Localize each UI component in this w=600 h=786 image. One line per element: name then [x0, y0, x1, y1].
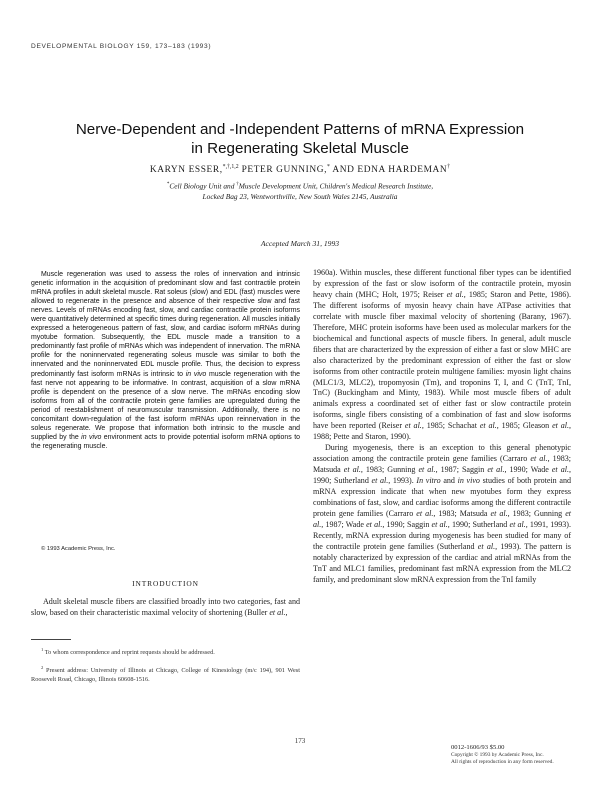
- footnote-1: [31, 646, 300, 658]
- title-line-1: Nerve-Dependent and -Independent Patterns of mRNA Expression: [75, 121, 525, 138]
- p2-text-8: and: [440, 476, 458, 486]
- p2-italic-7: In vitro: [416, 476, 441, 486]
- p2-italic-10: et al.: [490, 508, 508, 518]
- p2-text-5: , 1990; Wade: [504, 465, 552, 475]
- p2-text-6: , 1990; Sutherland: [313, 465, 571, 486]
- p2-italic-6: et al.: [371, 476, 389, 486]
- intro-text-2: ,: [285, 608, 288, 618]
- affiliation-mark-1: *: [166, 182, 170, 187]
- affiliation: [120, 180, 480, 202]
- p2-italic-8: in vivo: [457, 476, 480, 486]
- p2-italic-5: et al.: [551, 465, 569, 475]
- footnote-rule: [31, 639, 71, 640]
- p1-text-2: , 1985; Staron and Pette, 1986). The different isoforms of myosin heavy chain have ATPase activities that correlate with muscle fiber maximal velocity of shortening (Barany, 1967). Therefore, MHC protein isoforms have been used as molecular markers for the biochemical and functional aspects of muscle fibers. In general, adult muscle fibers that are characterized by the expression of either a fast or slow MHC are also characterized by the predominant expression of either the fast or slow isoforms from other contractile protein multigene families: myosin light chains (MLC1/3, MLC2), tropomyosin (Tm), and troponins T, I, and C (TnT, TnI, TnC) (Buckingham and Minty, 1983). While most muscle fibers of adult animals express a coordinated set of either fast or slow contractile protein isoforms, single fibers consisting of a combination of fast and slow isoforms have been reported (Reiser: [313, 289, 572, 431]
- author-gunning: PETER GUNNING,: [238, 165, 328, 176]
- p2-italic-1: et al.: [530, 454, 548, 464]
- affiliation-mark-2: †: [236, 182, 239, 187]
- footnote-1-text: To whom correspondence and reprint requests should be addressed.: [43, 649, 215, 657]
- author-list: [40, 164, 560, 175]
- running-head: DEVELOPMENTAL BIOLOGY 159, 173–183 (1993): [31, 43, 212, 50]
- p2-text-2: , 1983; Matsuda: [313, 454, 571, 475]
- issn-price: 0012-1606/93 $5.00: [451, 744, 505, 751]
- p2-italic-9: et al.: [416, 508, 434, 518]
- author-esser-marks: *,†,1,2: [222, 164, 239, 170]
- p2-italic-4: et al.: [487, 465, 505, 475]
- abstract-italic-1: in vivo: [185, 370, 207, 378]
- p2-text-12: , 1987; Wade: [321, 519, 367, 529]
- p1-italic-1: et al.: [446, 289, 464, 299]
- affiliation-line-2: Locked Bag 23, Wentworthville, New South Wales 2145, Australia: [202, 191, 398, 201]
- footnote-2: [31, 664, 300, 685]
- p1-text-5: , 1988; Pette and Staron, 1990).: [313, 421, 572, 442]
- affiliation-unit-1: Cell Biology Unit and: [169, 181, 237, 191]
- p2-text-10: , 1983; Matsuda: [433, 508, 491, 518]
- introduction-text: [31, 596, 300, 619]
- page-number: 173: [294, 737, 306, 745]
- p2-text-15: , 1991, 1993). Recently, mRNA expression during myogenesis has been studied for many of the contractile protein gene families (Sutherland: [313, 519, 571, 551]
- affiliation-line-1: [120, 180, 480, 192]
- p1-text-4: , 1985; Gleason: [496, 421, 553, 431]
- p2-italic-12: et al.: [366, 519, 383, 529]
- p2-italic-14: et al.: [509, 519, 526, 529]
- p1-italic-4: et al.: [552, 421, 570, 431]
- p2-italic-2: et al.: [343, 465, 361, 475]
- abstract-text-2: muscle regeneration with the fast nerve not appearing to be informative. In contrast, acquisition of a slow mRNA profile is dependent on the presence of a slow nerve. The mRNAs encoding slow isoforms from all of the contractile protein gene families are upregulated during the period of reestablishment of neuromuscular transmission. Additionally, there is no concomitant down-regulation of the fast isoform mRNAs upon reinnervation in the soleus regenerate. We propose that information both intrinsic to the muscle and supplied by the: [31, 370, 301, 441]
- author-esser: KARYN ESSER,: [149, 165, 223, 176]
- abstract-text-1: Muscle regeneration was used to assess the roles of innervation and intrinsic genetic information in the acquisition of predominant slow and fast contractile protein mRNA profiles in adult skeletal muscle. Rat soleus (slow) and EDL (fast) muscles were allowed to regenerate in the presence and absence of their respective slow and fast nerves. Levels of mRNAs encoding fast, slow, and cardiac contractile protein isoforms were quantitatively determined at specific times during regeneration. All muscles initially expressed a heterogeneous pattern of fast, slow, and cardiac isoform mRNAs during myotube formation. Subsequently, the EDL muscle made a transition to a predominantly fast profile of mRNAs which was independent of innervation. The mRNA profile for the noninnervated regenerating soleus muscle was similar to both the innervated and the noninnervated EDL muscle profile. Thus, the decision to express predominantly fast isoform mRNAs is intrinsic to: [31, 271, 300, 378]
- p2-text-4: , 1987; Saggin: [435, 465, 488, 475]
- abstract-text-3: environment acts to provide potential isoform mRNA options to the regenerating muscle.: [31, 433, 300, 450]
- p2-text-7: , 1993).: [388, 476, 417, 486]
- rights-block: [451, 744, 571, 767]
- p1-text-1: 1960a). Within muscles, these different functional fiber types can be identified by expression of the fast or slow isoform of the contractile protein, myosin heavy chain (MHC; Holt, 1975; Reiser: [313, 268, 571, 299]
- p2-text-14: , 1990; Sutherland: [447, 519, 510, 529]
- author-hardeman: AND EDNA HARDEMAN: [329, 165, 448, 176]
- p1-italic-3: et al.: [479, 421, 497, 431]
- right-column: [313, 268, 571, 586]
- abstract: [31, 270, 300, 451]
- p1-text-3: , 1985; Schachat: [421, 421, 480, 431]
- footnote-2-text: Present address: University of Illinois at Chicago, College of Kinesiology (m/c 194), 901 West Roosevelt Road, Chicago, Illinois 60608-1516.: [31, 667, 300, 683]
- footnote-2-mark: 2: [41, 665, 44, 670]
- p2-italic-3: et al.: [418, 465, 436, 475]
- p2-text-16: , 1993). The pattern is notably characterized by expression of the cardiac and atrial mRNAs from the TnT and MLC1 families, predominant fast mRNA expression from the MLC2 family, and predominant slow mRNA expression from the TnI family: [313, 541, 571, 584]
- p2-text-11: , 1983; Gunning: [507, 508, 566, 518]
- p2-text-1: During myogenesis, there is an exception to this general phenotypic association among the contractile protein gene families (Carraro: [313, 443, 571, 464]
- p2-italic-11: et al.: [313, 508, 572, 529]
- p2-text-13: , 1990; Saggin: [382, 519, 432, 529]
- p2-text-3: , 1983; Gunning: [360, 465, 419, 475]
- section-heading-introduction: INTRODUCTION: [132, 579, 199, 588]
- affiliation-unit-2: Muscle Development Unit, Children's Medical Research Institute,: [238, 181, 434, 191]
- accepted-date: Accepted March 31, 1993: [260, 239, 340, 248]
- footnote-1-mark: 1: [41, 647, 44, 652]
- paragraph-fiber-types: [313, 268, 571, 443]
- rights-copyright: Copyright © 1993 by Academic Press, Inc.: [451, 751, 544, 758]
- author-hardeman-marks: †: [447, 164, 451, 170]
- author-gunning-marks: *: [327, 164, 330, 170]
- intro-italic-1: et al.: [269, 608, 286, 618]
- p1-italic-2: et al.: [404, 421, 422, 431]
- title-line-2: in Regenerating Skeletal Muscle: [191, 140, 409, 157]
- paragraph-myogenesis: [313, 443, 571, 585]
- intro-text-1: Adult skeletal muscle fibers are classified broadly into two categories, fast and slow, based on their characteristic maximal velocity of shortening (Buller: [31, 597, 300, 618]
- article-title: [40, 120, 560, 158]
- p2-italic-13: et al.: [431, 519, 448, 529]
- abstract-italic-2: in vivo: [81, 433, 102, 441]
- abstract-copyright: © 1993 Academic Press, Inc.: [41, 546, 116, 552]
- p2-italic-15: et al.: [477, 541, 496, 551]
- rights-reserved: All rights of reproduction in any form reserved.: [451, 759, 554, 766]
- p2-text-9: studies of both protein and mRNA expression indicate that when new myotubes form they express combinations of fast, slow, and cardiac isoforms among the different contractile protein gene families (Carraro: [313, 476, 571, 518]
